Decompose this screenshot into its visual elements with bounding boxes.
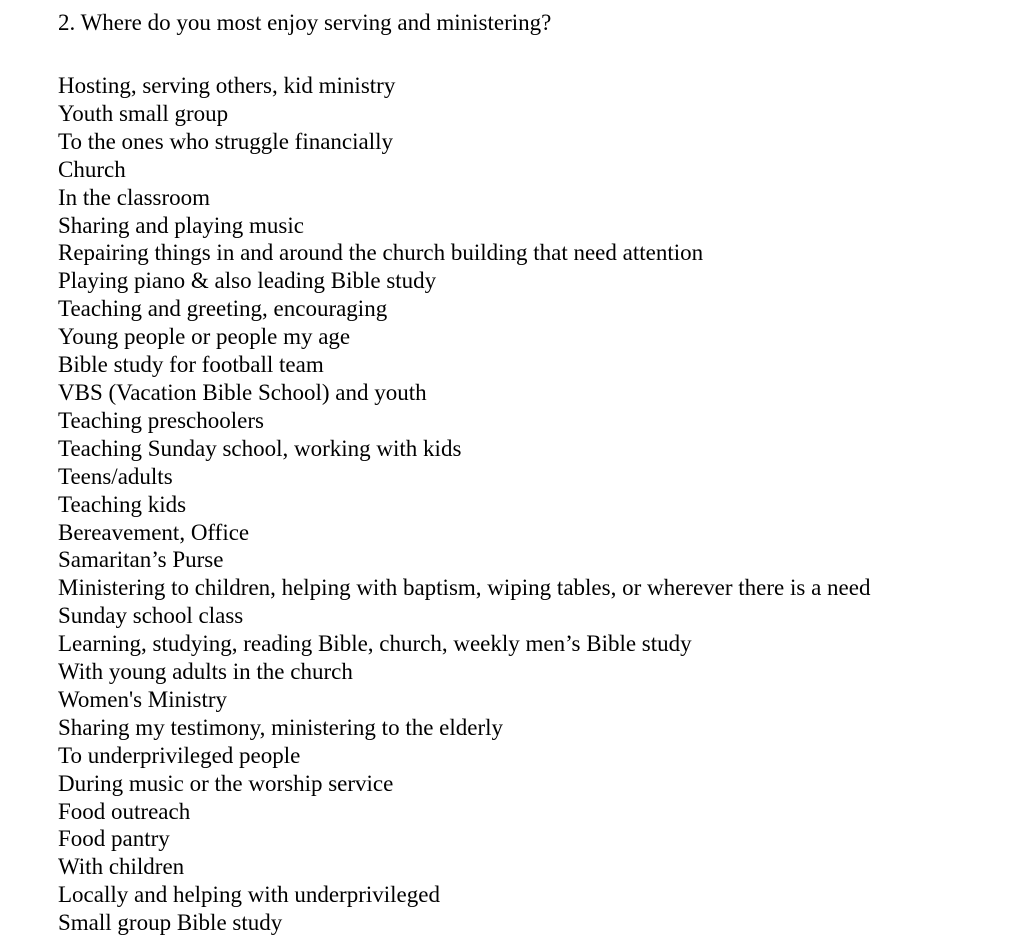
answer-item: Youth small group <box>58 100 229 126</box>
answer-item: Women's Ministry <box>58 686 228 712</box>
answer-item: During music or the worship service <box>58 770 394 796</box>
answer-item: Learning, studying, reading Bible, church, weekly men’s Bible study <box>58 631 692 657</box>
answer-item: Bereavement, Office <box>58 519 250 545</box>
answer-item: Young people or people my age <box>58 324 351 350</box>
answer-item: Repairing things in and around the church building that need attention <box>58 240 704 266</box>
answer-list <box>58 72 1024 937</box>
answer-item: Ministering to children, helping with baptism, wiping tables, or wherever there is a need <box>58 575 871 601</box>
answer-item: Small group Bible study <box>58 910 283 936</box>
document-page <box>58 8 1024 937</box>
answer-item: Food pantry <box>58 826 170 852</box>
answer-item: Playing piano & also leading Bible study <box>58 268 437 294</box>
answer-item: Church <box>58 156 126 182</box>
answer-item: With children <box>58 854 185 880</box>
answer-item: Sharing and playing music <box>58 212 304 238</box>
answer-item: Samaritan’s Purse <box>58 547 224 573</box>
answer-item: Teaching preschoolers <box>58 407 264 433</box>
answer-item: Bible study for football team <box>58 352 324 378</box>
answer-item: To underprivileged people <box>58 742 301 768</box>
answer-item: In the classroom <box>58 184 211 210</box>
answer-item: Teaching and greeting, encouraging <box>58 296 388 322</box>
answer-item: Sharing my testimony, ministering to the elderly <box>58 714 504 740</box>
answer-item: Teens/adults <box>58 463 173 489</box>
question-heading: 2. Where do you most enjoy serving and ministering? <box>58 10 552 35</box>
answer-item: Locally and helping with underprivileged <box>58 882 440 908</box>
answer-item: Hosting, serving others, kid ministry <box>58 73 396 98</box>
answer-item: Teaching Sunday school, working with kids <box>58 435 462 461</box>
answer-item: To the ones who struggle financially <box>58 128 394 154</box>
answer-item: Teaching kids <box>58 491 187 517</box>
answer-item: Food outreach <box>58 798 191 824</box>
answer-item: Sunday school class <box>58 603 244 629</box>
answer-item: With young adults in the church <box>58 659 353 685</box>
answer-item: VBS (Vacation Bible School) and youth <box>58 379 427 405</box>
